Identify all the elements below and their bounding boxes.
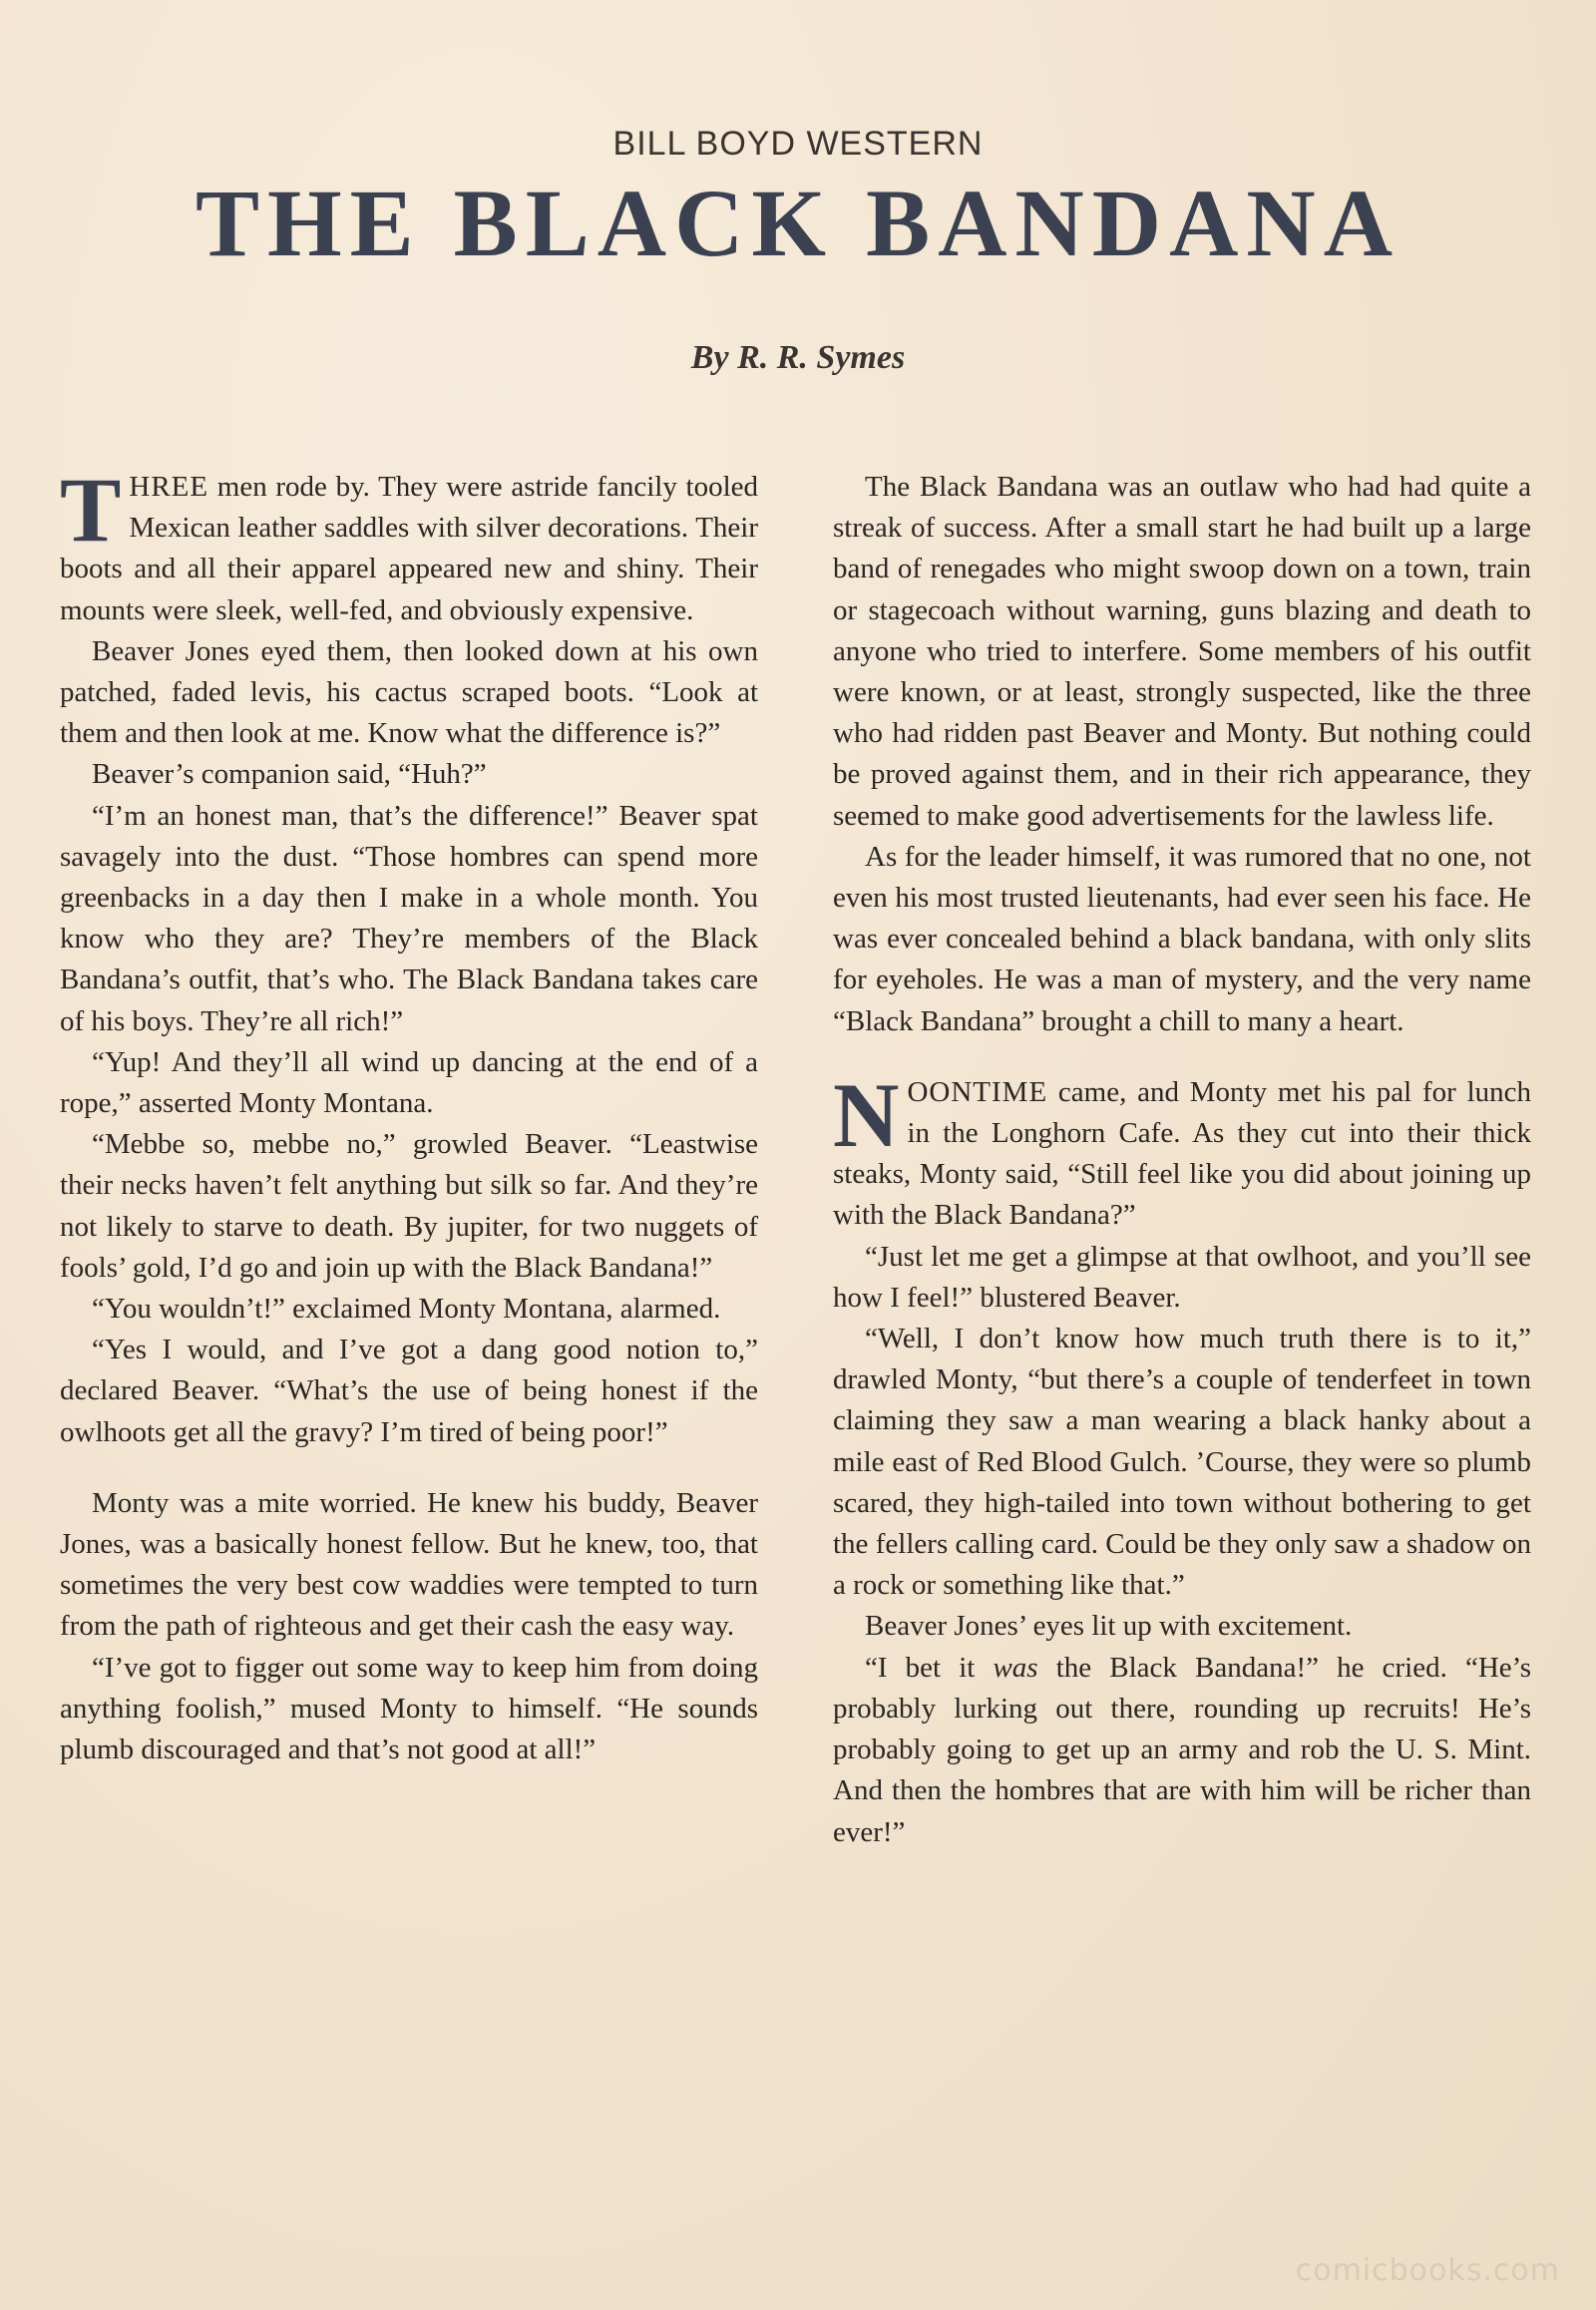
paragraph	[60, 459, 758, 631]
watermark: comicbooks.com	[1295, 2253, 1560, 2288]
left-column	[60, 459, 758, 1770]
paragraph: “Well, I don’t know how much truth there is to it,” drawled Monty, “but there’s a couple of tenderfeet in town claiming they saw a man wearing a black hanky about a mile east of Red Blood Gulch. ’Course, they were so plumb scared, they high-tailed into town without bothering to get the fellers calling card. Could be they only saw a shadow on a rock or something like that.”	[833, 1323, 1531, 1602]
drop-cap: N	[833, 1063, 900, 1166]
paragraph: “Yup! And they’ll all wind up dancing at the end of a rope,” asserted Monty Montana.	[60, 1045, 758, 1120]
drop-cap: T	[60, 459, 122, 561]
paragraph-text: men rode by. They were astride fancily tooled Mexican leather saddles with silver decorations. Their boots and all their apparel appeared new and shiny. Their mounts were sleek, well-fed, and obviously expensive.	[60, 471, 758, 626]
emphasis: was	[993, 1651, 1038, 1684]
paragraph: “I’m an honest man, that’s the difference!” Beaver spat savagely into the dust. “Those hombres can spend more greenbacks in a day then I make in a whole month. You know who they are? They’re members of the Black Bandana’s outfit, that’s who. The Black Bandana takes care of his boys. They’re all rich!”	[60, 799, 758, 1037]
paragraph: Beaver Jones’ eyes lit up with excitement.	[865, 1610, 1353, 1643]
lead-word: OONTIME	[907, 1075, 1048, 1108]
paragraph: “Just let me get a glimpse at that owlhoot, and you’ll see how I feel!” blustered Beaver.	[833, 1240, 1531, 1314]
byline: By R. R. Symes	[690, 339, 906, 376]
paragraph: The Black Bandana was an outlaw who had had quite a streak of success. After a small start he had built up a large band of renegades who might swoop down on a town, train or stagecoach without warning, guns blazing and death to anyone who tried to interfere. Some members of his outfit were known, or at least, strongly suspected, like the three who had ridden past Beaver and Monty. But nothing could be proved against them, and in their rich appearance, they seemed to make good advertisements for the lawless life.	[833, 471, 1531, 832]
right-column	[833, 467, 1531, 1853]
story-title: THE BLACK BANDANA	[195, 170, 1401, 276]
paragraph: “Yes I would, and I’ve got a dang good notion to,” declared Beaver. “What’s the use of being honest if the owlhoots get all the gravy? I’m tired of being poor!”	[60, 1334, 758, 1448]
paragraph: “I’ve got to figger out some way to keep him from doing anything foolish,” mused Monty to himself. “He sounds plumb discouraged and that’s not good at all!”	[60, 1651, 758, 1766]
paragraph-text: “I bet it	[865, 1651, 994, 1684]
series-kicker: BILL BOYD WESTERN	[612, 125, 984, 163]
paragraph-text: the Black Bandana!” he cried. “He’s probably lurking out there, rounding up recruits! He’s probably going to get up an army and rob the U. S. Mint. And then the hombres that are with him will be richer than ever!”	[833, 1651, 1531, 1848]
paragraph: “Mebbe so, mebbe no,” growled Beaver. “Leastwise their necks haven’t felt anything but silk so far. And they’re not likely to starve to death. By jupiter, for two nuggets of fools’ gold, I’d go and join up with the Black Bandana!”	[60, 1128, 758, 1284]
lead-word: HREE	[129, 471, 209, 503]
paragraph	[833, 1063, 1531, 1237]
paragraph: “You wouldn’t!” exclaimed Monty Montana, alarmed.	[92, 1293, 721, 1326]
paragraph: Monty was a mite worried. He knew his buddy, Beaver Jones, was a basically honest fellow. But he knew, too, that sometimes the very best cow waddies were tempted to turn from the path of righteous and get their cash the easy way.	[60, 1486, 758, 1643]
paragraph-text: came, and Monty met his pal for lunch in the Longhorn Cafe. As they cut into their thick steaks, Monty said, “Still feel like you did about joining up with the Black Bandana?”	[833, 1075, 1531, 1232]
paragraph: As for the leader himself, it was rumored that no one, not even his most trusted lieutenants, had ever seen his face. He was ever concealed behind a black bandana, with only slits for eyeholes. He was a man of mystery, and the very name “Black Bandana” brought a chill to many a heart.	[833, 840, 1531, 1037]
paragraph: Beaver’s companion said, “Huh?”	[92, 758, 487, 791]
paragraph: Beaver Jones eyed them, then looked down at his own patched, faded levis, his cactus scraped boots. “Look at them and then look at me. Know what the difference is?”	[60, 634, 758, 750]
paragraph	[833, 1648, 1531, 1853]
